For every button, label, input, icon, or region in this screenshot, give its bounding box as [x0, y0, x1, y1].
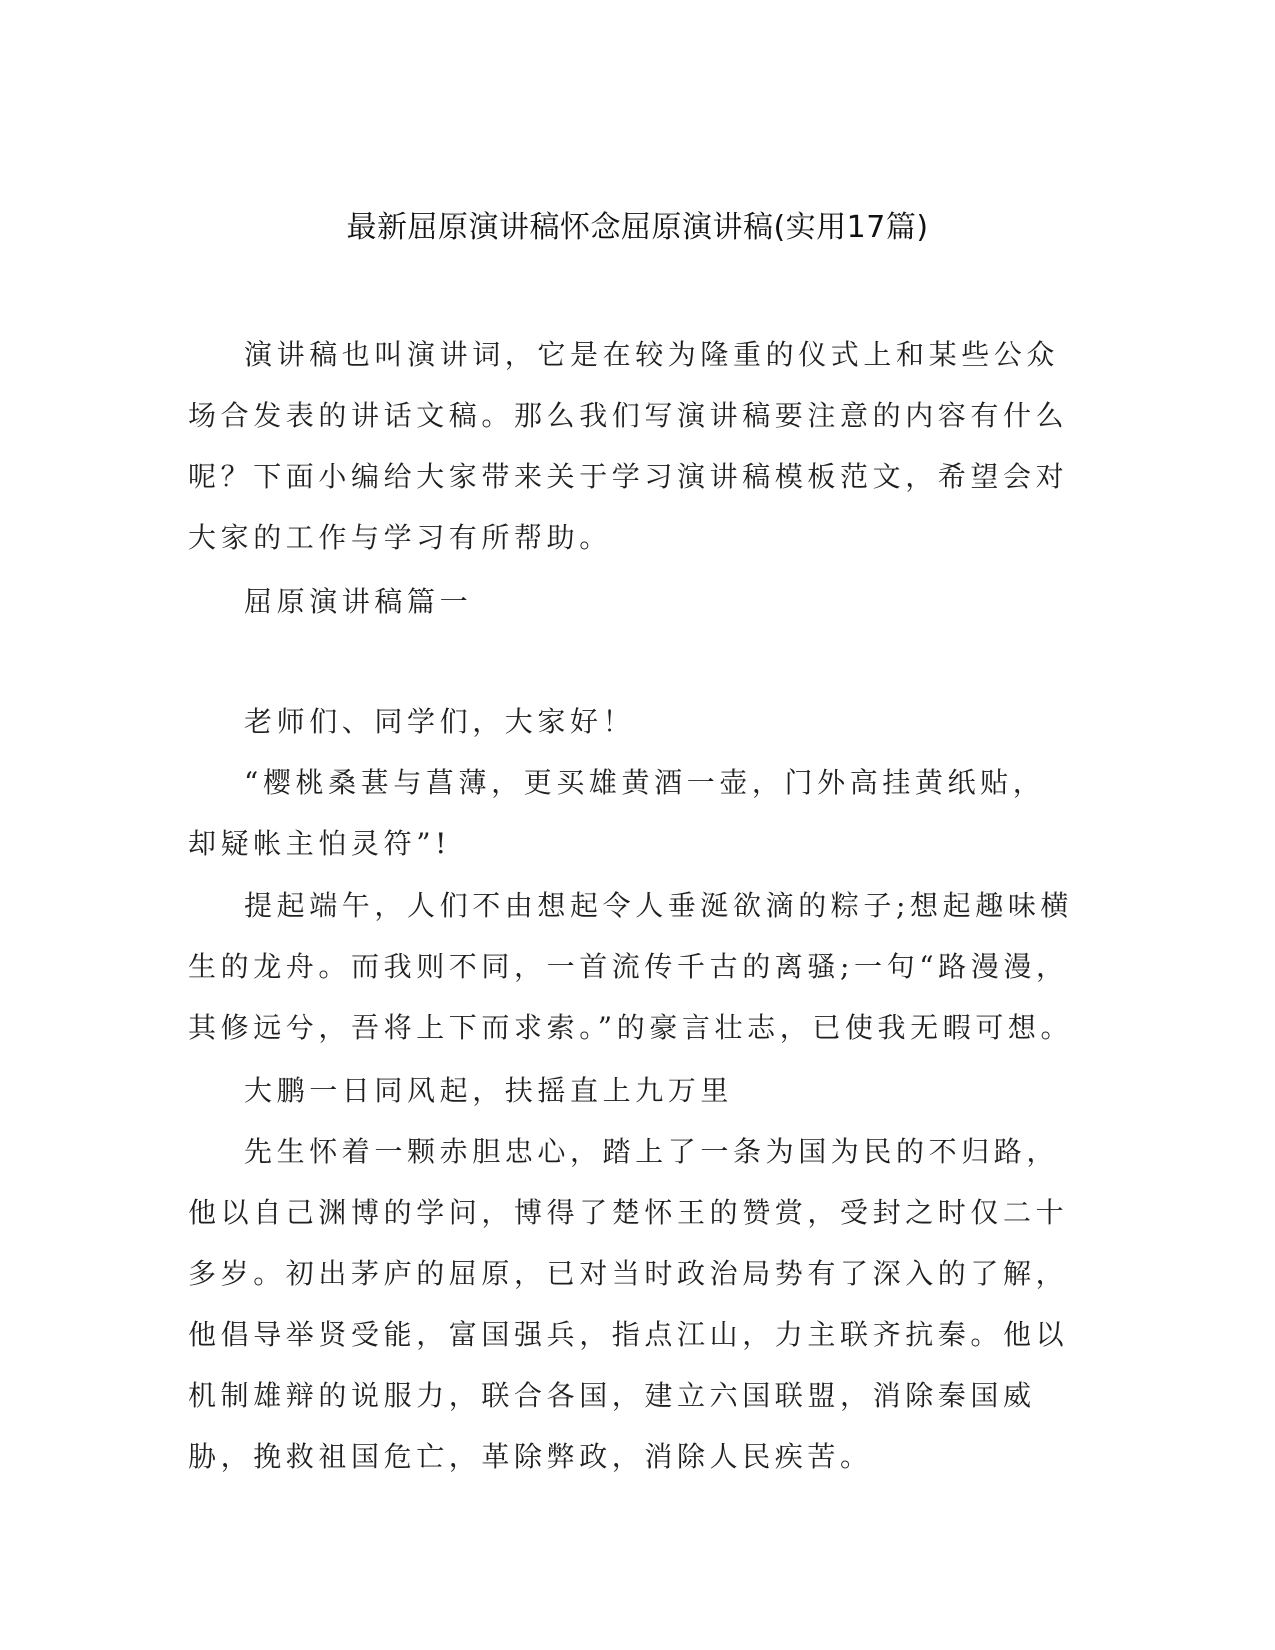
intro-text: 演讲稿也叫演讲词，它是在较为隆重的仪式上和某些公众场合发表的讲话文稿。那么我们写演讲稿要注意的内容有什么呢？下面小编给大家带来关于学习演讲稿模板范文，希望会对大家的工作与学习有所帮助。: [188, 338, 1069, 554]
section-one-title: 屈原演讲稿篇一: [244, 585, 473, 618]
poem-paragraph: [188, 752, 1076, 874]
dapeng-text: 大鹏一日同风起，扶摇直上九万里: [244, 1074, 734, 1107]
greeting-paragraph: [188, 691, 1076, 752]
intro-paragraph: [188, 324, 1076, 568]
duanwu-paragraph: [188, 875, 1076, 1058]
section-heading: [188, 571, 1076, 632]
poem-text: “樱桃桑葚与菖薄，更买雄黄酒一壶，门外高挂黄纸贴，却疑帐主怕灵符”!: [188, 766, 1046, 860]
dapeng-paragraph: [188, 1060, 1076, 1121]
document-title: 最新屈原演讲稿怀念屈原演讲稿(实用17篇): [346, 210, 929, 245]
greeting-text: 老师们、同学们，大家好！: [244, 705, 636, 738]
xiansheng-text: 先生怀着一颗赤胆忠心，踏上了一条为国为民的不归路，他以自己渊博的学问，博得了楚怀王的赞赏，受封之时仅二十多岁。初出茅庐的屈原，已对当时政治局势有了深入的了解，他倡导举贤受能，富国强兵，指点江山，力主联齐抗秦。他以机制雄辩的说服力，联合各国，建立六国联盟，消除秦国威胁，挽救祖国危亡，革除弊政，消除人民疾苦。: [188, 1135, 1069, 1473]
duanwu-text: 提起端午，人们不由想起令人垂涎欲滴的粽子;想起趣味横生的龙舟。而我则不同，一首流传千古的离骚;一句“路漫漫，其修远兮，吾将上下而求索。”的豪言壮志，已使我无暇可想。: [188, 889, 1074, 1044]
xiansheng-paragraph: [188, 1121, 1076, 1487]
